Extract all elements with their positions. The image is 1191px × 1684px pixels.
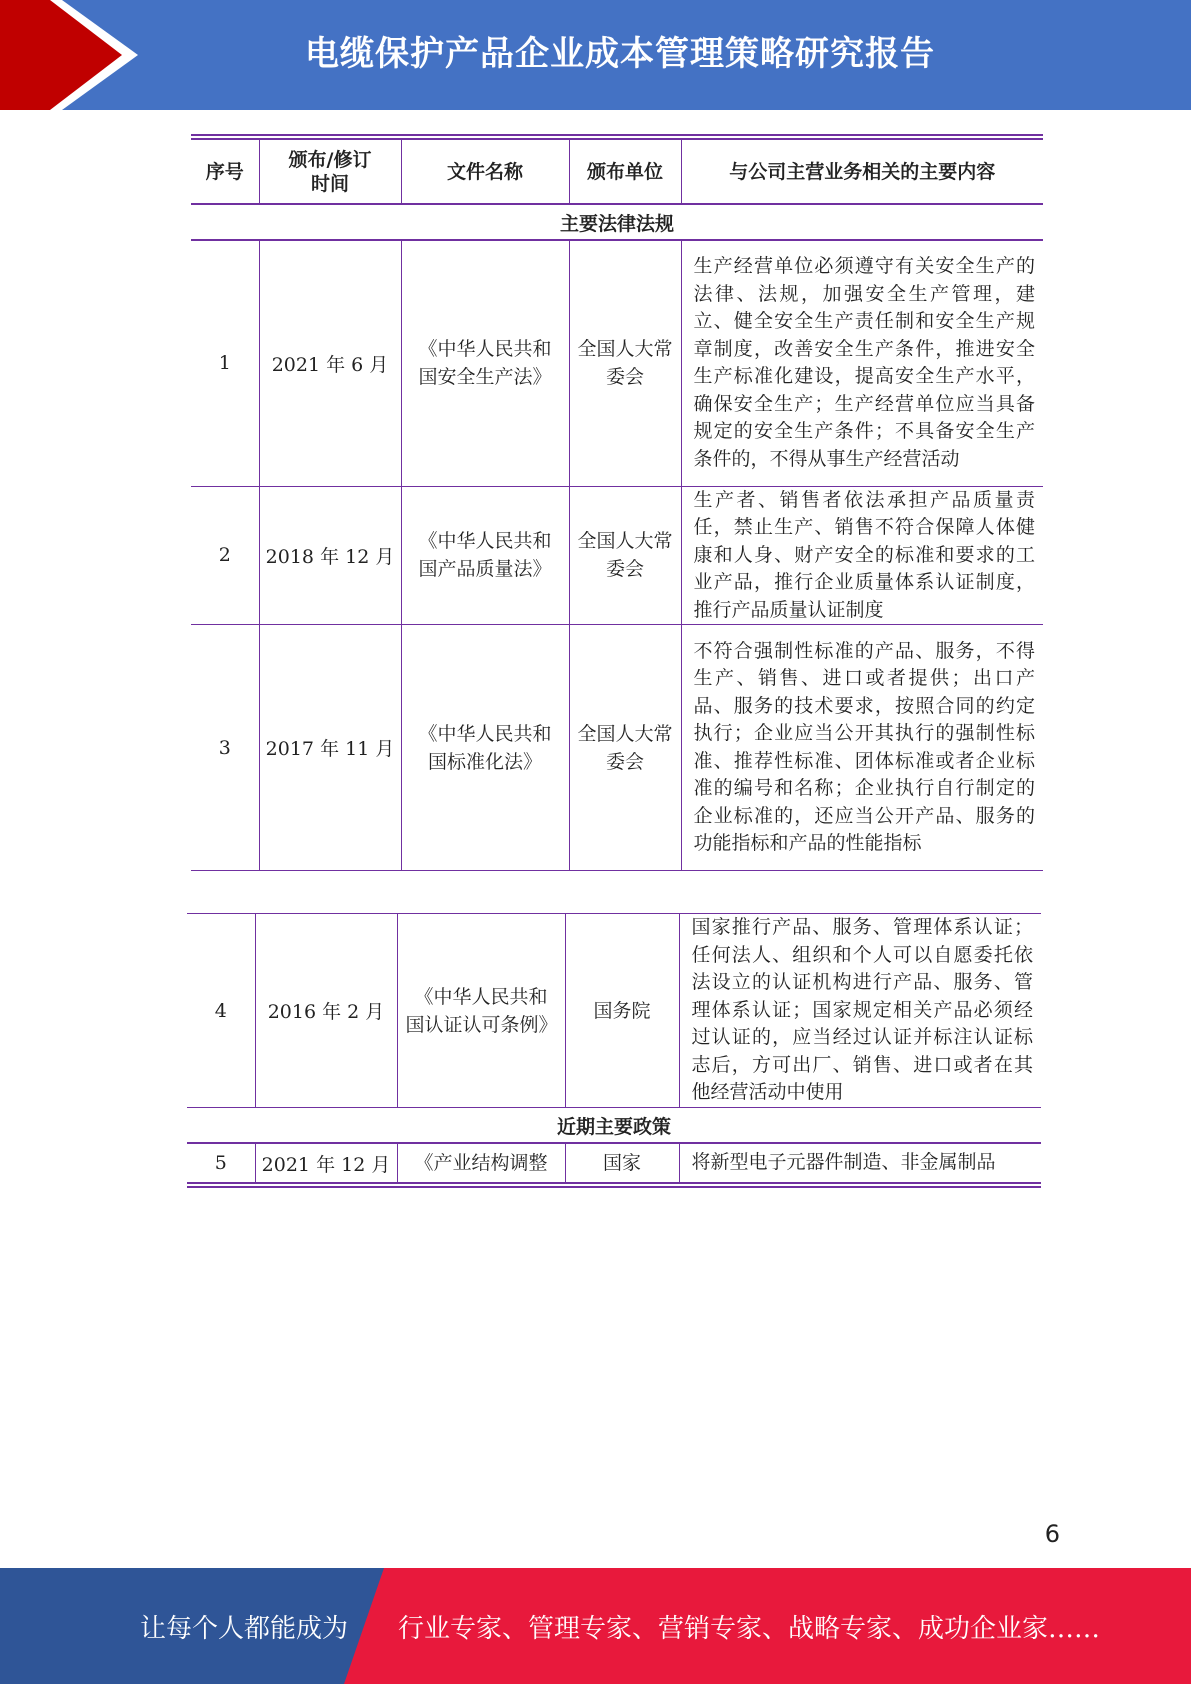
row-issuer: 全国人大常委会 <box>569 486 681 625</box>
regulations-table <box>191 134 1043 871</box>
table-header-row <box>191 137 1043 204</box>
row-date: 2016 年 2 月 <box>255 914 397 1108</box>
table-row <box>191 625 1043 871</box>
col-header-name: 文件名称 <box>401 137 569 204</box>
row-date: 2021 年 12 月 <box>255 1143 397 1185</box>
row-issuer: 全国人大常委会 <box>569 625 681 871</box>
section-row-policies <box>187 1108 1041 1144</box>
row-num: 5 <box>187 1143 255 1185</box>
row-date: 2018 年 12 月 <box>259 486 401 625</box>
row-num: 4 <box>187 914 255 1108</box>
section-row-laws <box>191 204 1043 240</box>
table-row <box>191 486 1043 625</box>
col-header-date-line2: 时间 <box>310 172 349 195</box>
col-header-issuer: 颁布单位 <box>569 137 681 204</box>
row-content: 生产者、销售者依法承担产品质量责任，禁止生产、销售不符合保障人体健康和人身、财产安全的标准和要求的工业产品，推行企业质量体系认证制度，推行产品质量认证制度 <box>681 486 1043 625</box>
row-issuer: 国务院 <box>565 914 679 1108</box>
table-row <box>187 1143 1041 1185</box>
row-date: 2021 年 6 月 <box>259 240 401 486</box>
col-header-date-line1: 颁布/修订 <box>288 148 372 171</box>
section-label-laws: 主要法律法规 <box>191 204 1043 240</box>
regulations-table-continued <box>187 913 1041 1188</box>
footer-slogan-left: 让每个人都能成为 <box>140 1614 349 1644</box>
row-content: 国家推行产品、服务、管理体系认证；任何法人、组织和个人可以自愿委托依法设立的认证机构进行产品、服务、管理体系认证；国家规定相关产品必须经过认证的，应当经过认证并标注认证标志后，方可出厂、销售、进口或者在其他经营活动中使用 <box>679 914 1041 1108</box>
section-label-policies: 近期主要政策 <box>187 1108 1041 1144</box>
header-band <box>0 0 1191 110</box>
row-name: 《中华人民共和国认证认可条例》 <box>397 914 565 1108</box>
row-issuer: 全国人大常委会 <box>569 240 681 486</box>
row-name: 《产业结构调整 <box>397 1143 565 1185</box>
row-num: 2 <box>191 486 259 625</box>
col-header-content: 与公司主营业务相关的主要内容 <box>681 137 1043 204</box>
row-name: 《中华人民共和国安全生产法》 <box>401 240 569 486</box>
row-num: 1 <box>191 240 259 486</box>
report-title: 电缆保护产品企业成本管理策略研究报告 <box>305 34 935 74</box>
table-row <box>187 914 1041 1108</box>
col-header-num: 序号 <box>191 137 259 204</box>
row-content: 将新型电子元器件制造、非金属制品 <box>679 1143 1041 1185</box>
row-name: 《中华人民共和国产品质量法》 <box>401 486 569 625</box>
page-number: 6 <box>1044 1520 1060 1548</box>
table-row <box>191 240 1043 486</box>
footer-band <box>0 1568 1191 1684</box>
row-content: 不符合强制性标准的产品、服务，不得生产、销售、进口或者提供；出口产品、服务的技术要求，按照合同的约定执行；企业应当公开其执行的强制性标准、推荐性标准、团体标准或者企业标准的编号和名称；企业执行自行制定的企业标准的，还应当公开产品、服务的功能指标和产品的性能指标 <box>681 625 1043 871</box>
footer-slogan-right: 行业专家、管理专家、营销专家、战略专家、成功企业家…… <box>398 1614 1101 1644</box>
row-content: 生产经营单位必须遵守有关安全生产的法律、法规，加强安全生产管理，建立、健全安全生产责任制和安全生产规章制度，改善安全生产条件，推进安全生产标准化建设，提高安全生产水平，确保安全生产；生产经营单位应当具备规定的安全生产条件；不具备安全生产条件的，不得从事生产经营活动 <box>681 240 1043 486</box>
col-header-date <box>259 137 401 204</box>
row-name: 《中华人民共和国标准化法》 <box>401 625 569 871</box>
row-num: 3 <box>191 625 259 871</box>
row-date: 2017 年 11 月 <box>259 625 401 871</box>
row-issuer: 国家 <box>565 1143 679 1185</box>
